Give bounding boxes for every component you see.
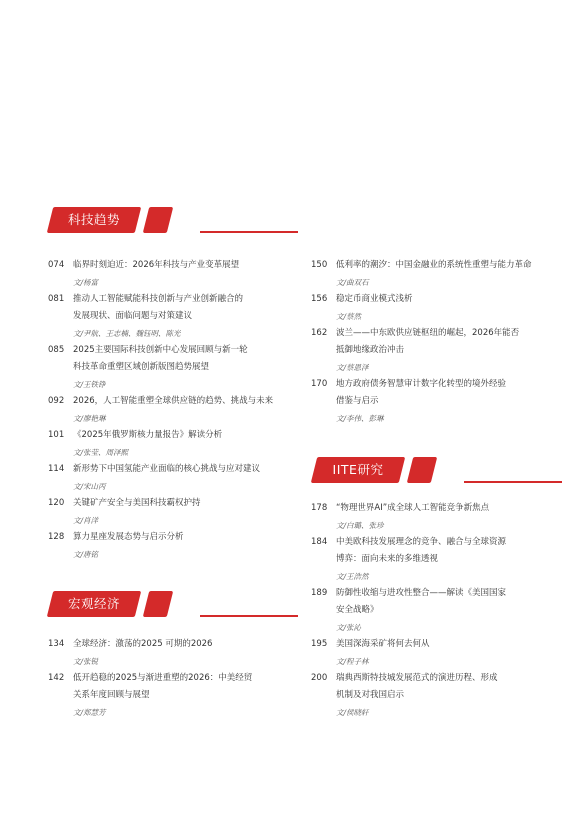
- toc-author: 文/肖洋: [73, 516, 99, 525]
- toc-title-line: 防御性收缩与进攻性整合——解读《美国国家: [336, 588, 507, 598]
- toc-title-line: 算力星座发展态势与启示分析: [73, 532, 184, 542]
- toc-entry[interactable]: [311, 257, 571, 291]
- toc-page-number: 142: [48, 673, 65, 683]
- section-title-iite: IITE研究: [332, 462, 384, 477]
- toc-title-line: 美国深海采矿将何去何从: [336, 639, 430, 649]
- toc-title-line: 机制及对我国启示: [336, 690, 405, 700]
- toc-entry[interactable]: [48, 393, 298, 427]
- toc-entry[interactable]: [311, 534, 571, 585]
- toc-title-line: 博弈：面向未来的多维透视: [336, 554, 439, 564]
- toc-author: 文/唐铭: [73, 550, 99, 559]
- toc-title-line: 关系年度回顾与展望: [73, 690, 150, 700]
- section-tab-macro: [50, 591, 300, 617]
- toc-author: 文/郑慧芳: [73, 708, 106, 717]
- toc-entry[interactable]: [48, 636, 298, 670]
- section-title-macro: 宏观经济: [67, 596, 120, 611]
- section-tab-line: [200, 231, 298, 233]
- section-tab-iite: [314, 457, 564, 483]
- toc-title-line: 2026，人工智能重塑全球供应链的趋势、挑战与未来: [73, 396, 274, 406]
- toc-author: 文/杨富: [73, 278, 99, 287]
- toc-title-line: 全球经济：激荡的2025 可期的2026: [73, 639, 213, 649]
- toc-author: 文/张锐: [73, 657, 99, 666]
- toc-title-line: 低利率的潮汐：中国金融业的系统性重塑与能力革命: [336, 260, 532, 270]
- toc-author: 文/曲双石: [336, 278, 369, 287]
- toc-title-line: 波兰——中东欧供应链枢纽的崛起，2026年能否: [336, 328, 520, 338]
- toc-page-number: 101: [48, 430, 65, 440]
- toc-entry[interactable]: [311, 636, 571, 670]
- toc-page-number: 114: [48, 464, 65, 474]
- toc-entry[interactable]: [48, 427, 298, 461]
- toc-title-line: 抵御地缘政治冲击: [336, 345, 405, 355]
- toc-page-number: 092: [48, 396, 65, 406]
- toc-entry[interactable]: [311, 376, 571, 427]
- toc-list-macro: [48, 636, 298, 721]
- toc-entry[interactable]: [311, 585, 571, 636]
- toc-title-line: 地方政府债务智慧审计数字化转型的境外经验: [336, 379, 507, 389]
- toc-page-number: 189: [311, 588, 328, 598]
- toc-page-number: 085: [48, 345, 65, 355]
- toc-title-line: 关键矿产安全与美国科技霸权护持: [73, 498, 201, 508]
- section-tab-macro-label-bg: [47, 591, 141, 617]
- toc-page-number: 150: [311, 260, 328, 270]
- toc-list-iite: [311, 500, 571, 721]
- toc-title-line: 2025主要国际科技创新中心发展回顾与新一轮: [73, 345, 248, 355]
- toc-entry[interactable]: [48, 461, 298, 495]
- toc-entry[interactable]: [311, 500, 571, 534]
- toc-title-line: “物理世界AI”成全球人工智能竞争新焦点: [336, 503, 490, 513]
- toc-title-line: 低开趋稳的2025与渐进重塑的2026：中美经贸: [73, 673, 253, 683]
- toc-page-number: 128: [48, 532, 65, 542]
- toc-title-line: 瑞典西斯特技城发展范式的演进历程、形成: [336, 673, 498, 683]
- section-tab-line: [200, 615, 298, 617]
- toc-list-tech: [48, 257, 298, 563]
- toc-title-line: 借鉴与启示: [336, 396, 379, 406]
- section-tab-accent: [143, 591, 173, 617]
- toc-author: 文/白璐、张珍: [336, 521, 384, 530]
- toc-title-line: 新形势下中国氢能产业面临的核心挑战与应对建议: [73, 464, 261, 474]
- toc-author: 文/蔡然: [336, 312, 362, 321]
- section-tab-tech-label-bg: [47, 207, 141, 233]
- toc-page-number: 081: [48, 294, 65, 304]
- toc-title-line: 中美欧科技发展理念的竞争、融合与全球资源: [336, 537, 507, 547]
- toc-title-line: 安全战略》: [336, 605, 379, 615]
- toc-author: 文/程子林: [336, 657, 369, 666]
- toc-entry[interactable]: [48, 257, 298, 291]
- section-tab-line: [464, 481, 562, 483]
- toc-author: 文/蔡恩泽: [336, 363, 369, 372]
- toc-entry[interactable]: [48, 670, 298, 721]
- toc-title-line: 发展现状、面临问题与对策建议: [73, 311, 193, 321]
- toc-entry[interactable]: [311, 291, 571, 325]
- toc-page-number: 195: [311, 639, 328, 649]
- toc-page-number: 074: [48, 260, 65, 270]
- toc-title-line: 推动人工智能赋能科技创新与产业创新融合的: [73, 294, 244, 304]
- toc-page-number: 134: [48, 639, 65, 649]
- section-title-tech: 科技趋势: [67, 212, 120, 227]
- toc-page-number: 184: [311, 537, 328, 547]
- toc-page-number: 170: [311, 379, 328, 389]
- toc-author: 文/宋山丙: [73, 482, 106, 491]
- toc-page-number: 156: [311, 294, 328, 304]
- toc-author: 文/王浩然: [336, 572, 369, 581]
- toc-entry[interactable]: [311, 670, 571, 721]
- toc-author: 文/张沁: [336, 623, 362, 632]
- toc-title-line: 稳定币商业模式浅析: [336, 294, 413, 304]
- toc-title-line: 科技革命重塑区域创新版图趋势展望: [73, 362, 210, 372]
- toc-page-number: 120: [48, 498, 65, 508]
- section-tab-accent: [143, 207, 173, 233]
- toc-page-number: 200: [311, 673, 328, 683]
- toc-author: 文/王铁铮: [73, 380, 106, 389]
- toc-entry[interactable]: [311, 325, 571, 376]
- toc-entry[interactable]: [48, 529, 298, 563]
- toc-author: 文/侯晓轩: [336, 708, 369, 717]
- toc-entry[interactable]: [48, 291, 298, 342]
- toc-entry[interactable]: [48, 495, 298, 529]
- toc-title-line: 《2025年俄罗斯核力量报告》解读分析: [73, 430, 223, 440]
- toc-list-finance: [311, 257, 571, 427]
- section-tab-accent: [407, 457, 437, 483]
- toc-author: 文/廖艳琳: [73, 414, 106, 423]
- toc-page-number: 162: [311, 328, 328, 338]
- section-tab-iite-label-bg: [311, 457, 405, 483]
- toc-page-number: 178: [311, 503, 328, 513]
- toc-entry[interactable]: [48, 342, 298, 393]
- toc-author: 文/李伟、彭琳: [336, 414, 384, 423]
- toc-author: 文/尹航、王志楠、魏钰明、陈光: [73, 329, 181, 338]
- toc-title-line: 临界时刻迫近：2026年科技与产业变革展望: [73, 260, 240, 270]
- toc-author: 文/张莹、周泽熙: [73, 448, 129, 457]
- section-tab-tech: [50, 207, 300, 233]
